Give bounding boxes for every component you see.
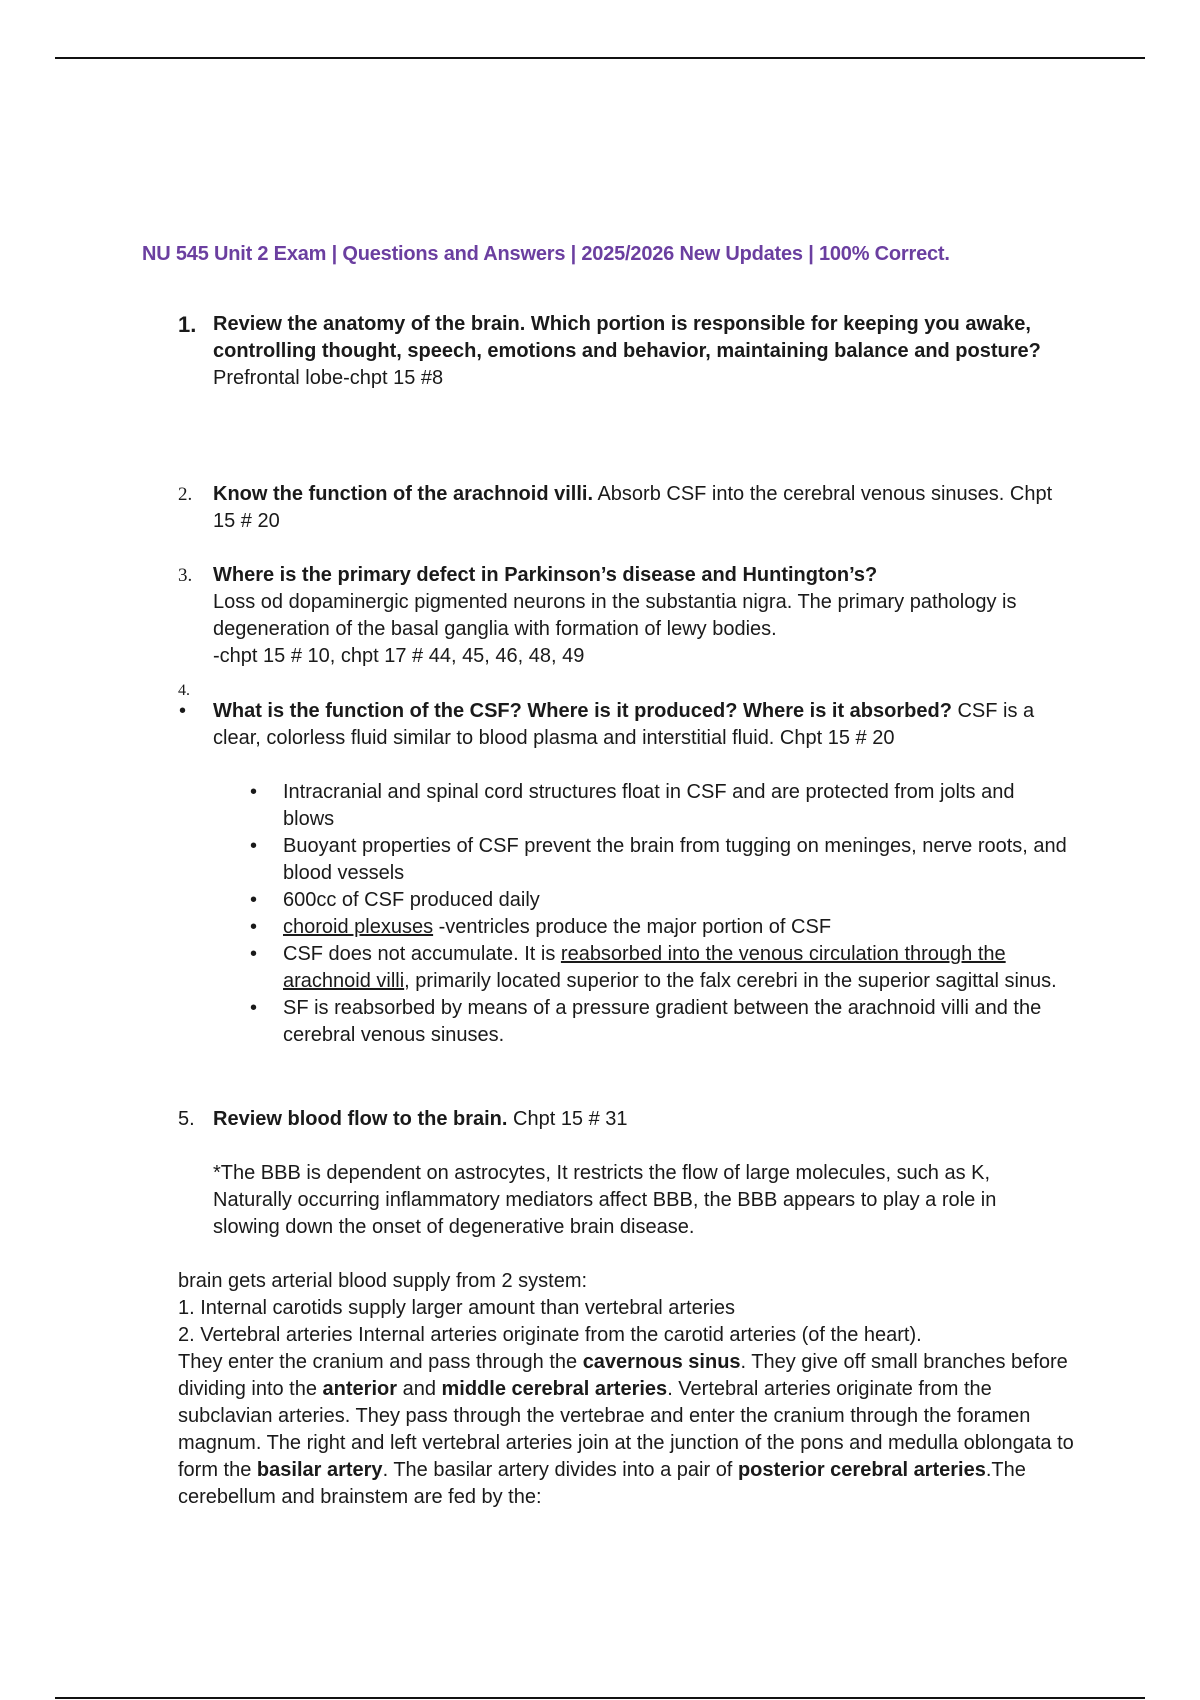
bullet-icon: • <box>250 997 258 1019</box>
underlined-term: choroid plexuses <box>283 916 434 938</box>
bold-term: cavernous sinus <box>582 1351 741 1373</box>
footer-rule <box>55 1697 1145 1699</box>
list-item <box>250 779 1068 833</box>
blood-supply-item-1: 1. Internal carotids supply larger amount than vertebral arteries <box>178 1297 735 1319</box>
question-prompt: Know the function of the arachnoid villi. <box>213 483 593 505</box>
question-4-number: 4. <box>178 682 190 699</box>
header-rule <box>55 57 1145 59</box>
list-item-text: 600cc of CSF produced daily <box>283 889 540 911</box>
question-answer: Loss od dopaminergic pigmented neurons in the substantia nigra. The primary pathology is degeneration of the basal ganglia with formation of lewy bodies. <box>213 591 1017 640</box>
question-prompt: Review the anatomy of the brain. Which portion is responsible for keeping you awake, controlling thought, speech, emotions and behavior, maintaining balance and posture? <box>213 313 1041 362</box>
list-item-text: CSF does not accumulate. It is <box>283 943 561 965</box>
question-number: 1. <box>178 312 197 337</box>
bold-term: posterior cerebral arteries <box>737 1459 986 1481</box>
list-item-text: Buoyant properties of CSF prevent the brain from tugging on meninges, nerve roots, and blood vessels <box>283 835 1067 884</box>
question-number: 2. <box>178 484 193 505</box>
question-prompt: What is the function of the CSF? Where is it produced? Where is it absorbed? <box>213 700 952 722</box>
paragraph-text: .The cerebellum and brainstem are fed by the: <box>178 1459 1026 1508</box>
bold-term: anterior <box>322 1378 398 1400</box>
bullet-icon: • <box>179 700 187 722</box>
list-item-text: SF is reabsorbed by means of a pressure gradient between the arachnoid villi and the cerebral venous sinuses. <box>283 997 1042 1046</box>
paragraph-text: They enter the cranium and pass through the <box>178 1351 583 1373</box>
question-answer: Prefrontal lobe-chpt 15 #8 <box>213 367 444 389</box>
bullet-icon: • <box>250 943 258 965</box>
question-3 <box>178 562 1058 670</box>
blood-supply-section <box>178 1268 1078 1511</box>
underlined-term: reabsorbed into the venous circulation through the arachnoid villi <box>283 943 1006 992</box>
document-title: NU 545 Unit 2 Exam | Questions and Answers | 2025/2026 New Updates | 100% Correct. <box>142 243 950 265</box>
question-answer: Absorb CSF into the cerebral venous sinuses. Chpt 15 # 20 <box>213 483 1053 532</box>
list-item <box>250 941 1068 995</box>
paragraph-text: . The basilar artery divides into a pair of <box>382 1459 738 1481</box>
bullet-icon: • <box>250 835 258 857</box>
list-item <box>250 887 1068 914</box>
csf-facts-list <box>250 779 1068 1049</box>
question-prompt: Review blood flow to the brain. <box>213 1108 508 1130</box>
blood-supply-item-2: 2. Vertebral arteries Internal arteries originate from the carotid arteries (of the heart). <box>178 1324 922 1346</box>
bullet-icon: • <box>250 916 258 938</box>
bullet-icon: • <box>250 889 258 911</box>
list-item <box>250 914 1068 941</box>
question-4 <box>179 698 1058 752</box>
paragraph-text: . They give off small branches before dividing into the <box>178 1351 1068 1400</box>
bold-term: middle cerebral arteries <box>441 1378 668 1400</box>
question-number: 5. <box>178 1108 195 1130</box>
blood-supply-intro: brain gets arterial blood supply from 2 system: <box>178 1270 588 1292</box>
bullet-icon: • <box>250 781 258 803</box>
list-item <box>250 995 1068 1049</box>
question-5 <box>178 1106 1058 1133</box>
blood-supply-paragraph <box>178 1349 1078 1511</box>
paragraph-text: . Vertebral arteries originate from the subclavian arteries. They pass through the vertebrae and enter the cranium through the foramen magnum. The right and left vertebral arteries join at the junction of the pons and medulla oblongata to form the <box>178 1378 1074 1481</box>
question-reference: -chpt 15 # 10, chpt 17 # 44, 45, 46, 48, 49 <box>213 645 585 667</box>
list-item <box>250 833 1068 887</box>
question-answer: CSF is a clear, colorless fluid similar to blood plasma and interstitial fluid. Chpt 15 # 20 <box>213 700 1035 749</box>
list-item-text: -ventricles produce the major portion of CSF <box>433 916 832 938</box>
bold-term: basilar artery <box>256 1459 383 1481</box>
paragraph-text: and <box>397 1378 442 1400</box>
question-2 <box>178 481 1058 535</box>
question-answer: Chpt 15 # 31 <box>507 1108 628 1130</box>
list-item-text: Intracranial and spinal cord structures float in CSF and are protected from jolts and blows <box>283 781 1015 830</box>
bbb-note: *The BBB is dependent on astrocytes, It restricts the flow of large molecules, such as K, Naturally occurring inflammatory mediators affect BBB, the BBB appears to play a role in slowing down the onset of degenerative brain disease. <box>213 1162 997 1238</box>
question-prompt: Where is the primary defect in Parkinson’s disease and Huntington’s? <box>213 564 878 586</box>
list-item-text: , primarily located superior to the falx cerebri in the superior sagittal sinus. <box>404 970 1057 992</box>
question-1 <box>178 311 1058 392</box>
question-number: 3. <box>178 565 193 586</box>
